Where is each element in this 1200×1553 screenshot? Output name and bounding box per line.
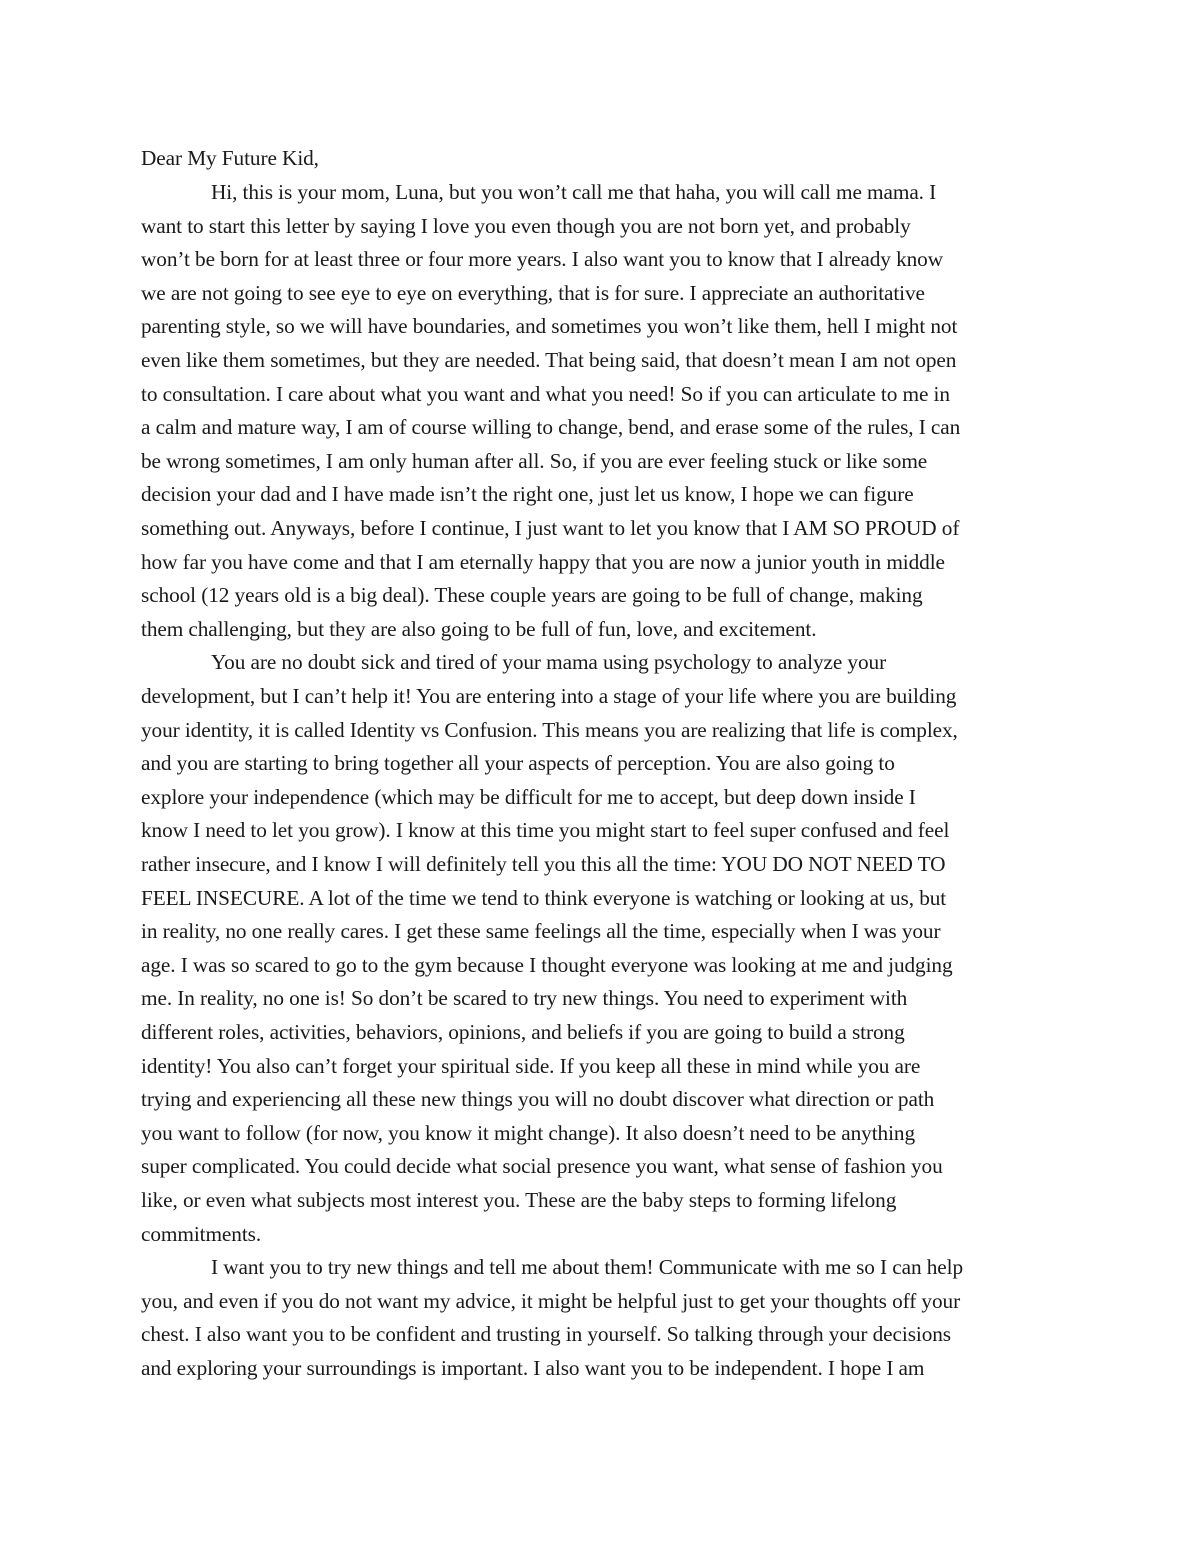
letter-line: explore your independence (which may be difficult for me to accept, but deep down inside I — [141, 785, 916, 809]
letter-line: won’t be born for at least three or four more years. I also want you to know that I already know — [141, 247, 944, 271]
letter-line: and exploring your surroundings is important. I also want you to be independent. I hope I am — [141, 1356, 925, 1380]
letter-line: like, or even what subjects most interest you. These are the baby steps to forming lifelong — [141, 1188, 897, 1212]
letter-line: them challenging, but they are also going to be full of fun, love, and excitement. — [141, 617, 817, 641]
letter-line: parenting style, so we will have boundaries, and sometimes you won’t like them, hell I might not — [141, 314, 958, 338]
letter-line: You are no doubt sick and tired of your mama using psychology to analyze your — [211, 650, 887, 674]
letter-line: chest. I also want you to be confident and trusting in yourself. So talking through your decisions — [141, 1322, 951, 1346]
letter-line: trying and experiencing all these new things you will no doubt discover what direction or path — [141, 1087, 935, 1111]
letter-line: Hi, this is your mom, Luna, but you won’t call me that haha, you will call me mama. I — [211, 180, 937, 204]
letter-line: rather insecure, and I know I will definitely tell you this all the time: YOU DO NOT NEED TO — [141, 852, 946, 876]
salutation: Dear My Future Kid, — [141, 146, 319, 170]
letter-line: I want you to try new things and tell me about them! Communicate with me so I can help — [211, 1255, 964, 1279]
letter-line: we are not going to see eye to eye on everything, that is for sure. I appreciate an authoritative — [141, 281, 925, 305]
letter-line: age. I was so scared to go to the gym because I thought everyone was looking at me and judging — [141, 953, 953, 977]
letter-line: know I need to let you grow). I know at this time you might start to feel super confused and feel — [141, 818, 950, 842]
letter-line: something out. Anyways, before I continue, I just want to let you know that I AM SO PROUD of — [141, 516, 960, 540]
letter-line: school (12 years old is a big deal). These couple years are going to be full of change, making — [141, 583, 923, 607]
letter-line: and you are starting to bring together all your aspects of perception. You are also going to — [141, 751, 895, 775]
letter-line: how far you have come and that I am eternally happy that you are now a junior youth in middle — [141, 550, 945, 574]
letter-line: identity! You also can’t forget your spiritual side. If you keep all these in mind while you are — [141, 1054, 921, 1078]
letter-line: different roles, activities, behaviors, opinions, and beliefs if you are going to build a strong — [141, 1020, 905, 1044]
letter-line: you want to follow (for now, you know it might change). It also doesn’t need to be anything — [141, 1121, 916, 1145]
letter-line: commitments. — [141, 1222, 262, 1246]
letter-line: to consultation. I care about what you want and what you need! So if you can articulate to me in — [141, 382, 950, 406]
letter-line: your identity, it is called Identity vs Confusion. This means you are realizing that life is complex, — [141, 718, 958, 742]
letter-line: be wrong sometimes, I am only human after all. So, if you are ever feeling stuck or like some — [141, 449, 928, 473]
letter-line: decision your dad and I have made isn’t the right one, just let us know, I hope we can figure — [141, 482, 914, 506]
letter-line: even like them sometimes, but they are needed. That being said, that doesn’t mean I am not open — [141, 348, 957, 372]
letter-line: want to start this letter by saying I love you even though you are not born yet, and probably — [141, 214, 911, 238]
letter-line: FEEL INSECURE. A lot of the time we tend to think everyone is watching or looking at us, but — [141, 886, 947, 910]
letter-line: me. In reality, no one is! So don’t be scared to try new things. You need to experiment with — [141, 986, 908, 1010]
letter-line: a calm and mature way, I am of course willing to change, bend, and erase some of the rules, I can — [141, 415, 961, 439]
letter-line: in reality, no one really cares. I get these same feelings all the time, especially when I was your — [141, 919, 941, 943]
letter-line: super complicated. You could decide what social presence you want, what sense of fashion you — [141, 1154, 943, 1178]
letter-line: you, and even if you do not want my advice, it might be helpful just to get your thoughts off your — [141, 1289, 961, 1313]
letter-line: development, but I can’t help it! You are entering into a stage of your life where you are building — [141, 684, 957, 708]
